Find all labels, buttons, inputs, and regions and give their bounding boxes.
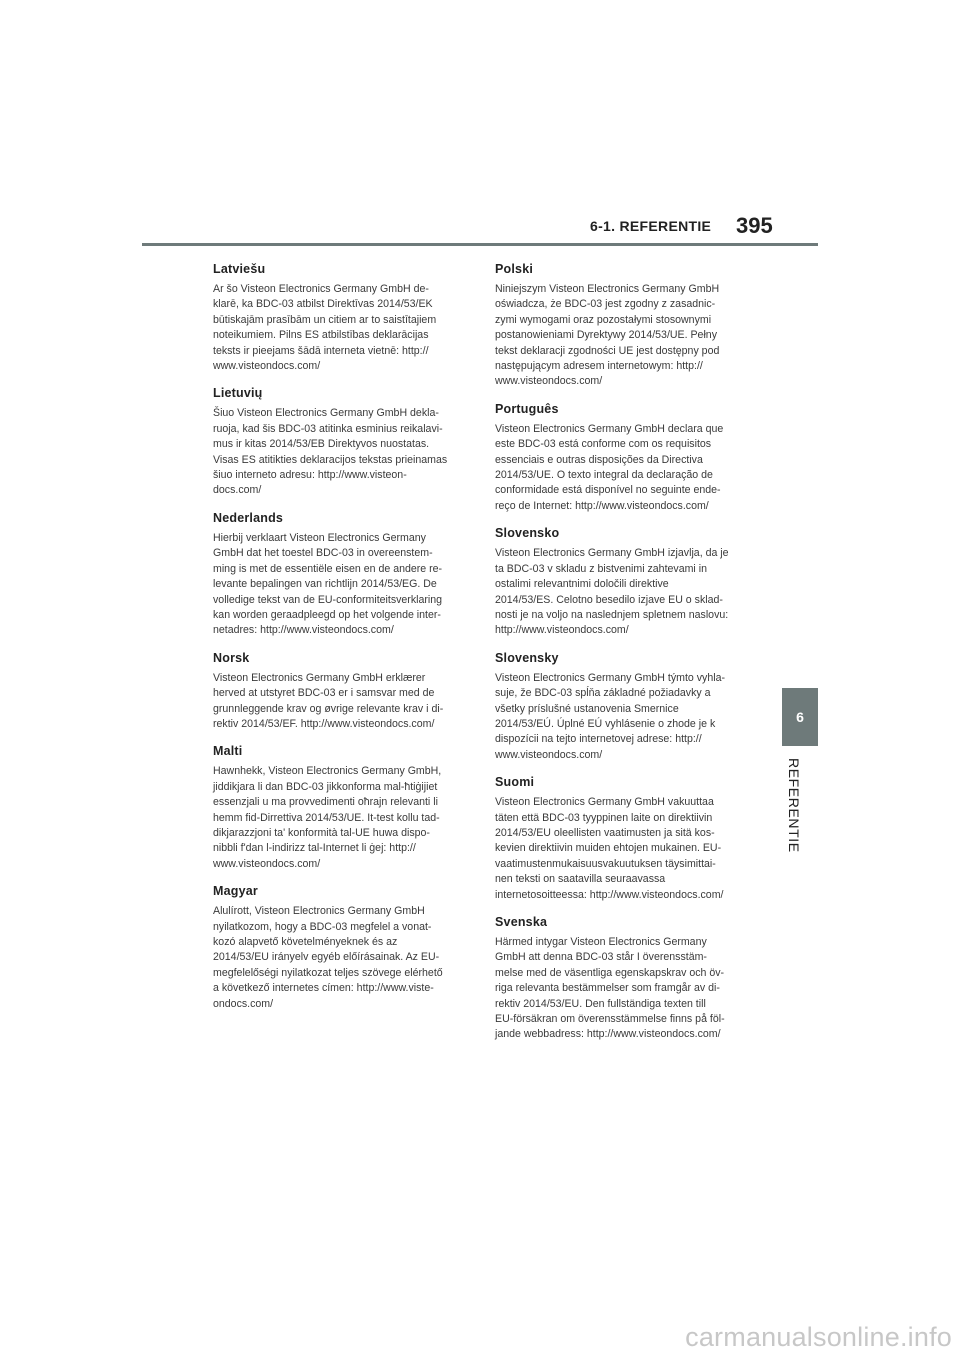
section-portugues xyxy=(495,402,755,514)
section-slovensko xyxy=(495,526,755,638)
section-heading: Português xyxy=(495,401,559,416)
section-body: Härmed intygar Visteon Electronics Germany GmbH att denna BDC-03 står I överensstäm- melse med de väsentliga egenskapskrav och öv- riga relevanta bestämmelser som framgår av di- rektiv 2014/53/EU. Den fullständiga texten till EU-försäkran om överensstämmelse finns på föl- jande webbadress: http://www.visteondocs.com/ xyxy=(495,936,725,1041)
section-title: 6-1. REFERENTIE xyxy=(590,218,712,234)
section-svenska xyxy=(495,915,755,1043)
section-body: Hierbij verklaart Visteon Electronics Germany GmbH dat het toestel BDC-03 in overeenstem- ming is met de essentiële eisen en de andere re- levante bepalingen van richtlijn 2014/53/EG. De volledige tekst van de EU-conformiteitsverklaring kan worden geraadpleegd op het volgende inter- netadres: http://www.visteondocs.com/ xyxy=(213,531,443,637)
right-column xyxy=(495,262,755,1055)
section-latviesu xyxy=(213,262,473,374)
section-heading: Slovensky xyxy=(495,650,559,665)
section-suomi xyxy=(495,775,755,903)
section-heading: Svenska xyxy=(495,915,548,929)
section-heading: Magyar xyxy=(213,884,258,899)
section-heading: Polski xyxy=(495,262,534,276)
page-number: 395 xyxy=(736,213,773,238)
section-body: Hawnhekk, Visteon Electronics Germany GmbH, jiddikjara li dan BDC-03 jikkonforma mal-ħtiġijiet essenzjali u ma provvedimenti oħrajn relevanti li hemm fid-Dirrettiva 2014/53/UE. It-test kollu tad- dikjarazzjoni ta' konformità tal-UE huwa dispo- nibbli f'dan l-indirizz tal-Internet li ġej: http:// www.visteondocs.com/ xyxy=(213,765,442,870)
section-body: Visteon Electronics Germany GmbH týmto vyhla- suje, že BDC-03 spĺňa základné požiadavky a všetky príslušné ustanovenia Smernice 2014/53/EÚ. Úplné EÚ vyhlásenie o zhode je k dispozícii na tejto internetovej adrese: http:// www.visteondocs.com/ xyxy=(495,671,726,761)
section-heading: Latviešu xyxy=(213,262,266,276)
section-norsk xyxy=(213,651,473,733)
section-body: Alulírott, Visteon Electronics Germany GmbH nyilatkozom, hogy a BDC-03 megfelel a vonat- kozó alapvető követelményeknek és az 2014/53/EU irányelv egyéb előírásainak. Az EU- megfelelőségi nyilatkozat teljes szövege elérhető a következő internetes címen: http://www.viste- ondocs.com/ xyxy=(213,905,443,1010)
section-nederlands xyxy=(213,511,473,639)
section-polski xyxy=(495,262,755,390)
section-heading: Norsk xyxy=(213,650,250,665)
watermark: carmanualsonline.info xyxy=(685,1322,952,1352)
section-lietuviu xyxy=(213,386,473,498)
section-heading: Suomi xyxy=(495,775,535,790)
section-slovensky xyxy=(495,651,755,763)
chapter-number: 6 xyxy=(796,709,804,725)
section-body: Visteon Electronics Germany GmbH vakuuttaa täten että BDC-03 tyyppinen laite on direktiivin 2014/53/EU oleellisten vaatimusten ja sitä kos- kevien direktiivin muiden ehtojen mukainen. EU- vaatimustenmukaisuusvakuutuksen täysimittai- nen teksti on saatavilla seuraavassa internetosoitteessa: http://www.visteondocs.com/ xyxy=(495,796,724,901)
section-heading: Slovensko xyxy=(495,526,560,541)
section-body: Visteon Electronics Germany GmbH erklærer herved at utstyret BDC-03 er i samsvar med de grunnleggende krav og øvrige relevante krav i di- rektiv 2014/53/EF. http://www.visteondocs.com/ xyxy=(213,671,444,730)
section-heading: Nederlands xyxy=(213,510,284,525)
section-body: Ar šo Visteon Electronics Germany GmbH de- klarē, ka BDC-03 atbilst Direktīvas 2014/53/EK būtiskajām prasībām un citiem ar to saistītajiem noteikumiem. Pilns ES atbilstības deklarācijas teksts ir pieejams šādā interneta vietnē: http:// www.visteondocs.com/ xyxy=(213,283,437,373)
section-body: Visteon Electronics Germany GmbH declara que este BDC-03 está conforme com os requisitos essenciais e outras disposições da Directiva 2014/53/UE. O texto integral da declaração de conformidade está disponível no seguinte ende- reço de Internet: http://www.visteondocs.com/ xyxy=(495,422,724,512)
section-body: Visteon Electronics Germany GmbH izjavlja, da je ta BDC-03 v skladu z bistvenimi zahtevami in ostalimi relevantnimi določili direktive 2014/53/ES. Celotno besedilo izjave EU o sklad- nosti je na voljo na naslednjem spletnem naslovu: http://www.visteondocs.com/ xyxy=(495,547,729,637)
chapter-label: REFERENTIE xyxy=(786,758,802,853)
section-magyar xyxy=(213,884,473,1012)
section-heading: Malti xyxy=(213,744,243,759)
section-malti xyxy=(213,744,473,872)
section-body: Niniejszym Visteon Electronics Germany GmbH oświadcza, że BDC-03 jest zgodny z zasadnic- zymi wymogami oraz pozostałymi stosownymi postanowieniami Dyrektywy 2014/53/UE. Pełny tekst deklaracji zgodności UE jest dostępny pod następującym adresem internetowym: http:// www.visteondocs.com/ xyxy=(495,283,720,388)
header-divider xyxy=(142,243,818,246)
chapter-tab[interactable] xyxy=(782,688,818,746)
section-heading: Lietuvių xyxy=(213,386,263,401)
section-body: Šiuo Visteon Electronics Germany GmbH dekla- ruoja, kad šis BDC-03 atitinka esminius reikalavi- mus ir kitas 2014/53/EB Direktyvos nuostatas. Visas ES atitikties deklaracijos tekstas prieinamas šiuo interneto adresu: http://www.visteon- docs.com/ xyxy=(213,407,448,497)
left-column xyxy=(213,262,473,1024)
